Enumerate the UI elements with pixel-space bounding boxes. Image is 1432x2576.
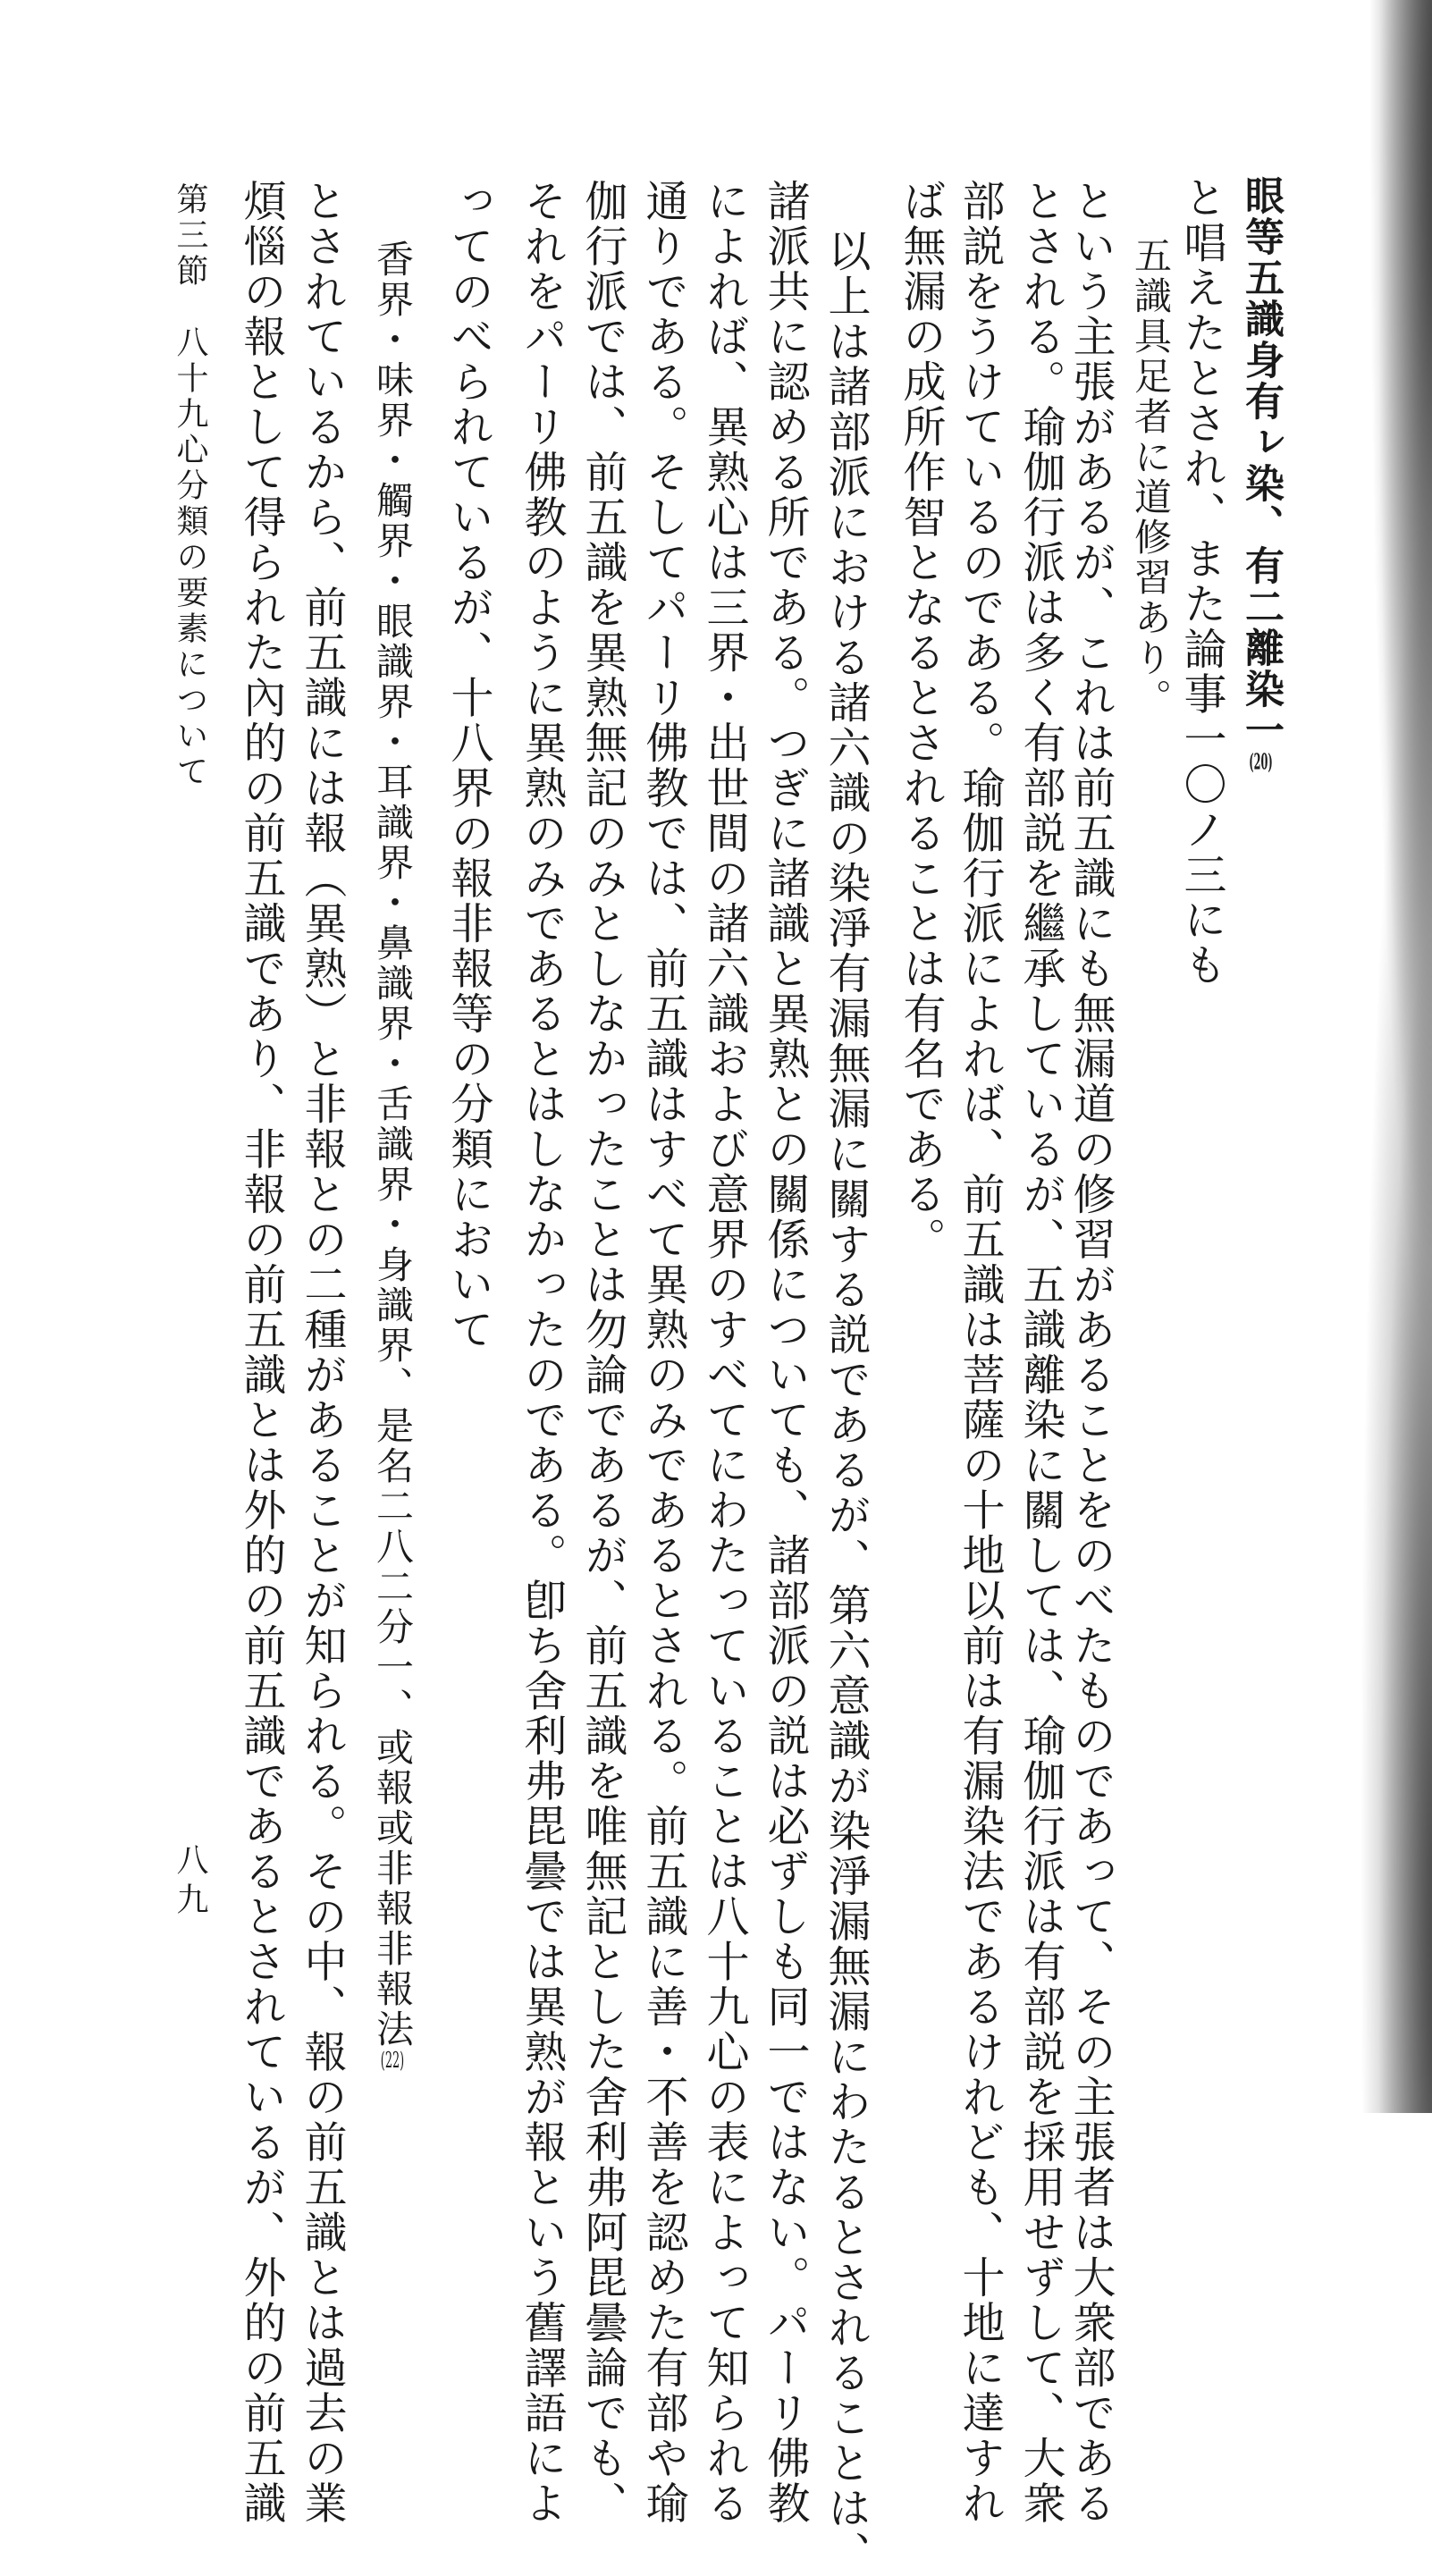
text-column-6 <box>955 179 1005 2526</box>
scan-edge-shadow <box>1334 0 1432 2113</box>
column-text: とされているから、前五識には報（異熟）と非報との二種があることが知られる。その中、報の前五識とは過去の業 <box>297 179 347 2526</box>
column-text: 通りである。そしてパーリ佛教では、前五識はすべて異熟のみであるとされる。前五識に善・不善を認めた有部や瑜 <box>638 179 688 2526</box>
chapter-title: 第三節 八十九心分類の要素について <box>172 182 208 790</box>
column-text: 香界・味界・觸界・眼識界・耳識界・鼻識界・舌識界・身識界、是名二八二分一、或報或非報非報法 <box>371 240 415 2050</box>
column-text: によれば、異熟心は三界・出世間の諸六識および意界のすべてにわたっていることは八十九心の表によって知られる <box>699 179 749 2526</box>
note-ref-22: (22) <box>380 2050 405 2071</box>
column-text: 煩惱の報として得られた內的の前五識であり、非報の前五識とは外的の前五識であるとされているが、外的の前五識 <box>236 179 286 2526</box>
text-column-3 <box>1129 236 1173 719</box>
text-column-2 <box>1176 175 1226 988</box>
text-column-8 <box>821 229 871 2576</box>
text-column-1 <box>1238 175 1284 772</box>
text-column-16 <box>297 179 347 2526</box>
text-column-13 <box>517 179 567 2526</box>
page-number-text: 八九 <box>172 1843 208 1922</box>
text-column-4 <box>1066 179 1116 2526</box>
text-column-10 <box>699 179 749 2526</box>
column-text: 部説をうけているのである。瑜伽行派によれば、前五識は菩薩の十地以前は有漏染法であるけれども、十地に達すれ <box>955 179 1005 2526</box>
text-column-14 <box>443 179 493 1352</box>
running-footer-chapter <box>173 182 206 790</box>
column-text: 眼等五識身有ㇾ染、有二離染一 <box>1238 175 1284 751</box>
text-column-12 <box>577 179 628 2526</box>
text-column-5 <box>1015 179 1066 2526</box>
column-text: 五識具足者に道修習あり。 <box>1129 236 1173 719</box>
column-text: 諸派共に認める所である。つぎに諸識と異熟との關係についても、諸部派の説は必ずしも同一ではない。パーリ佛教 <box>760 179 810 2526</box>
page-number <box>173 1843 206 1922</box>
text-column-15 <box>371 240 415 2071</box>
column-text: ば無漏の成所作智となるとされることは有名である。 <box>896 179 946 1262</box>
note-ref-20: (20) <box>1249 751 1273 772</box>
column-text: それをパーリ佛教のように異熟のみであるとはしなかったのである。卽ち舍利弗毘曇では異熟が報という舊譯語によ <box>517 179 567 2526</box>
column-text: という主張があるが、これは前五識にも無漏道の修習があることをのべたものであって、その主張者は大衆部である <box>1066 179 1116 2526</box>
column-text: 以上は諸部派における諸六識の染淨有漏無漏に關する説であるが、第六意識が染淨漏無漏にわたるとされることは、 <box>821 229 871 2576</box>
column-text: ってのべられているが、十八界の報非報等の分類において <box>443 179 493 1352</box>
column-text: とされる。瑜伽行派は多く有部説を繼承しているが、五識離染に關しては、瑜伽行派は有部説を採用せずして、大衆 <box>1015 179 1066 2526</box>
text-column-11 <box>638 179 688 2526</box>
text-column-7 <box>896 179 946 1262</box>
column-text: と唱えたとされ、また論事一〇ノ三にも <box>1176 175 1226 988</box>
text-column-17 <box>236 179 286 2526</box>
text-column-9 <box>760 179 810 2526</box>
column-text: 伽行派では、前五識を異熟無記のみとしなかったことは勿論であるが、前五識を唯無記とした舍利弗阿毘曇論でも、 <box>577 179 628 2526</box>
